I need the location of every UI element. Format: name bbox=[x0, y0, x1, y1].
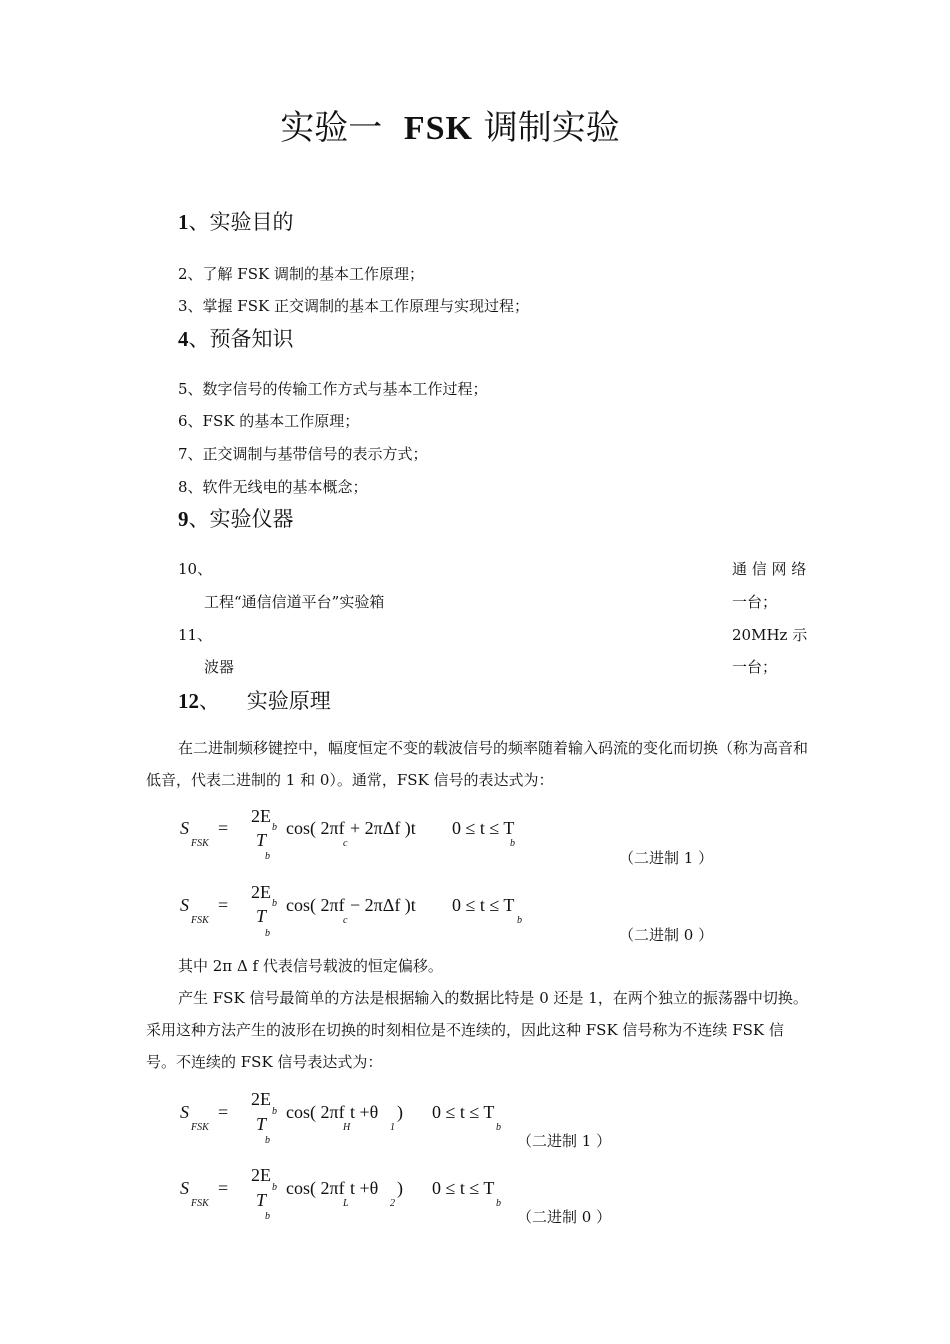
formula-symbol: S bbox=[180, 818, 189, 838]
formula-expression-tail: t +θ bbox=[350, 1102, 379, 1122]
section-text: 预备知识 bbox=[209, 327, 294, 351]
formula-expression: cos( 2πf bbox=[286, 1178, 345, 1198]
formula-note: （二进制 1 ） bbox=[517, 1132, 612, 1150]
paragraph: 产生 FSK 信号最简单的方法是根据输入的数据比特是 0 还是 1，在两个独立的振荡器中切换。采用这种方法产生的波形在切换的时刻相位是不连续的，因此这种 FSK 信号称为不连续 FSK 信号。不连续的 FSK 信号表达式为： bbox=[146, 989, 808, 1071]
formula-expression-sub: H bbox=[343, 1122, 351, 1133]
formula-range-sub: b bbox=[510, 838, 515, 849]
list-item: 8、软件无线电的基本概念； bbox=[178, 478, 368, 496]
section-text: 实验目的 bbox=[209, 210, 294, 234]
formula-expression-close: ) bbox=[397, 1102, 403, 1122]
formula-expression-sub: L bbox=[343, 1198, 349, 1209]
section-heading-objectives: 1、实验目的 bbox=[178, 210, 294, 234]
formula-numerator-sub: b bbox=[272, 898, 277, 909]
formula-symbol-sub: FSK bbox=[191, 1198, 209, 1209]
formula-range-sub: b bbox=[496, 1122, 501, 1133]
formula-denominator: T bbox=[256, 906, 267, 926]
formula-note: （二进制 1 ） bbox=[619, 849, 714, 867]
formula-equals: = bbox=[218, 1102, 229, 1122]
list-item: 6、FSK 的基本工作原理； bbox=[178, 412, 360, 430]
formula-numerator: 2E bbox=[251, 882, 271, 902]
formula-denominator-sub: b bbox=[265, 1135, 270, 1146]
paragraph: 在二进制频移键控中，幅度恒定不变的载波信号的频率随着输入码流的变化而切换（称为高音和低音，代表二进制的 1 和 0）。通常，FSK 信号的表达式为： bbox=[146, 739, 809, 789]
instrument-number: 11、 bbox=[178, 626, 213, 644]
instrument-number: 10、 bbox=[178, 560, 213, 578]
instrument-right-bottom: 一台； bbox=[732, 658, 778, 676]
formula-symbol-sub: FSK bbox=[191, 1122, 209, 1133]
formula-expression: cos( 2πf bbox=[286, 1102, 345, 1122]
formula-expression-tail: t +θ bbox=[350, 1178, 379, 1198]
formula-symbol-sub: FSK bbox=[191, 838, 209, 849]
section-number: 1 bbox=[178, 210, 189, 234]
formula-expression: cos( 2πf bbox=[286, 818, 345, 838]
formula-expression-close: ) bbox=[397, 1178, 403, 1198]
section-text: 实验仪器 bbox=[209, 507, 294, 531]
formula-numerator: 2E bbox=[251, 1089, 271, 1109]
section-number: 4 bbox=[178, 327, 189, 351]
section-heading-instruments: 9、实验仪器 bbox=[178, 507, 294, 531]
formula-expression-tail: − 2πΔf )t bbox=[350, 895, 416, 915]
formula-expression: cos( 2πf bbox=[286, 895, 345, 915]
title-suffix: 调制实验 bbox=[483, 108, 620, 148]
formula-symbol: S bbox=[180, 1178, 189, 1198]
section-number: 12 bbox=[178, 689, 199, 713]
formula-numerator-sub: b bbox=[272, 1106, 277, 1117]
instrument-name: 工程“通信信道平台”实验箱 bbox=[204, 593, 385, 611]
formula-range-sub: b bbox=[517, 915, 522, 926]
formula-denominator-sub: b bbox=[265, 1211, 270, 1222]
formula-denominator-sub: b bbox=[265, 851, 270, 862]
formula-denominator: T bbox=[256, 1190, 267, 1210]
title-prefix: 实验一 bbox=[280, 108, 383, 148]
formula-range: 0 ≤ t ≤ T bbox=[452, 818, 515, 838]
formula-denominator: T bbox=[256, 1114, 267, 1134]
formula-numerator: 2E bbox=[251, 806, 271, 826]
section-number: 9 bbox=[178, 507, 189, 531]
formula-expression-sub: c bbox=[343, 838, 348, 849]
formula-equals: = bbox=[218, 818, 229, 838]
formula-symbol: S bbox=[180, 1102, 189, 1122]
formula-note: （二进制 0 ） bbox=[619, 926, 714, 944]
title-bold: FSK bbox=[403, 110, 473, 147]
formula-expression-tail: + 2πΔf )t bbox=[350, 818, 416, 838]
list-item: 2、了解 FSK 调制的基本工作原理； bbox=[178, 265, 424, 283]
formula-expression-sub2: 1 bbox=[390, 1122, 395, 1133]
formula-numerator-sub: b bbox=[272, 1182, 277, 1193]
paragraph: 其中 2π Δ f 代表信号载波的恒定偏移。 bbox=[178, 957, 443, 975]
formula-numerator-sub: b bbox=[272, 822, 277, 833]
formula-expression-sub: c bbox=[343, 915, 348, 926]
formula-denominator-sub: b bbox=[265, 928, 270, 939]
formula-expression-sub2: 2 bbox=[390, 1198, 395, 1209]
page-title bbox=[0, 100, 900, 149]
instrument-right-top: 通 信 网 络 bbox=[732, 560, 807, 578]
formula-symbol-sub: FSK bbox=[191, 915, 209, 926]
list-item: 5、数字信号的传输工作方式与基本工作过程； bbox=[178, 380, 488, 398]
formula-denominator: T bbox=[256, 830, 267, 850]
instrument-name: 波器 bbox=[204, 658, 235, 676]
formula-equals: = bbox=[218, 1178, 229, 1198]
formula-range-sub: b bbox=[496, 1198, 501, 1209]
section-heading-principle: 12、 实验原理 bbox=[178, 689, 331, 713]
formula-range: 0 ≤ t ≤ T bbox=[452, 895, 515, 915]
list-item: 3、掌握 FSK 正交调制的基本工作原理与实现过程； bbox=[178, 297, 529, 315]
list-item: 7、正交调制与基带信号的表示方式； bbox=[178, 445, 428, 463]
instrument-right-bottom: 一台； bbox=[732, 593, 778, 611]
section-text: 实验原理 bbox=[246, 689, 331, 713]
formula-range: 0 ≤ t ≤ T bbox=[432, 1102, 495, 1122]
instrument-right-top: 20MHz 示 bbox=[732, 626, 808, 644]
section-heading-prerequisites: 4、预备知识 bbox=[178, 327, 294, 351]
formula-range: 0 ≤ t ≤ T bbox=[432, 1178, 495, 1198]
formula-equals: = bbox=[218, 895, 229, 915]
formula-numerator: 2E bbox=[251, 1165, 271, 1185]
formula-note: （二进制 0 ） bbox=[517, 1208, 612, 1226]
formula-symbol: S bbox=[180, 895, 189, 915]
